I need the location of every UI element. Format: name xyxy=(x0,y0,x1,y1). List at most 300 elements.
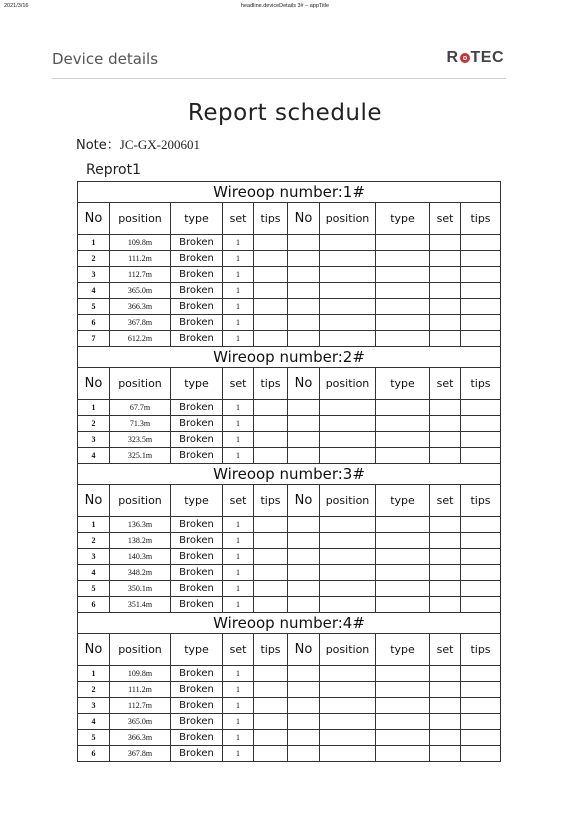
row-no: 2 xyxy=(78,533,110,549)
note-value: JC-GX-200601 xyxy=(119,137,200,152)
wireloop-number-label: Wireoop number:2# xyxy=(78,347,501,368)
row-set: 1 xyxy=(223,666,254,682)
row-position: 323.5m xyxy=(110,432,171,448)
table-row xyxy=(78,565,501,581)
empty-cell xyxy=(376,235,430,251)
empty-cell xyxy=(320,267,376,283)
row-set: 1 xyxy=(223,730,254,746)
empty-cell xyxy=(461,682,501,698)
empty-cell xyxy=(430,517,461,533)
column-header: set xyxy=(430,368,461,400)
column-header: No xyxy=(78,485,110,517)
row-no: 3 xyxy=(78,432,110,448)
row-set: 1 xyxy=(223,533,254,549)
empty-cell xyxy=(376,666,430,682)
row-no: 2 xyxy=(78,251,110,267)
row-set: 1 xyxy=(223,315,254,331)
table-row xyxy=(78,416,501,432)
row-no: 3 xyxy=(78,698,110,714)
row-position: 136.3m xyxy=(110,517,171,533)
empty-cell xyxy=(430,565,461,581)
column-header: position xyxy=(320,485,376,517)
row-tips xyxy=(254,549,288,565)
column-header: No xyxy=(288,368,320,400)
empty-cell xyxy=(376,400,430,416)
table-row xyxy=(78,746,501,762)
empty-cell xyxy=(376,730,430,746)
column-header: type xyxy=(376,634,430,666)
table-row xyxy=(78,331,501,347)
row-position: 109.8m xyxy=(110,666,171,682)
column-header: tips xyxy=(461,485,501,517)
row-set: 1 xyxy=(223,235,254,251)
row-position: 365.0m xyxy=(110,283,171,299)
row-no: 1 xyxy=(78,517,110,533)
column-header: No xyxy=(78,368,110,400)
empty-cell xyxy=(320,549,376,565)
row-set: 1 xyxy=(223,299,254,315)
empty-cell xyxy=(461,448,501,464)
empty-cell xyxy=(288,666,320,682)
row-set: 1 xyxy=(223,517,254,533)
row-position: 138.2m xyxy=(110,533,171,549)
row-tips xyxy=(254,746,288,762)
row-no: 1 xyxy=(78,400,110,416)
wireloop-group-header xyxy=(78,182,501,203)
empty-cell xyxy=(461,267,501,283)
report-name: Reprot1 xyxy=(86,162,142,178)
row-tips xyxy=(254,400,288,416)
empty-cell xyxy=(376,581,430,597)
empty-cell xyxy=(461,597,501,613)
row-type: Broken xyxy=(171,549,223,565)
row-type: Broken xyxy=(171,533,223,549)
empty-cell xyxy=(376,267,430,283)
empty-cell xyxy=(320,698,376,714)
table-row xyxy=(78,533,501,549)
empty-cell xyxy=(320,714,376,730)
column-header: position xyxy=(110,634,171,666)
empty-cell xyxy=(320,682,376,698)
empty-cell xyxy=(461,581,501,597)
empty-cell xyxy=(320,331,376,347)
report-note xyxy=(76,134,200,153)
row-type: Broken xyxy=(171,666,223,682)
row-tips xyxy=(254,331,288,347)
column-header-row xyxy=(78,485,501,517)
column-header: position xyxy=(110,485,171,517)
column-header: set xyxy=(223,368,254,400)
wireloop-group-header xyxy=(78,464,501,485)
row-tips xyxy=(254,267,288,283)
empty-cell xyxy=(461,714,501,730)
wireloop-number-label: Wireoop number:3# xyxy=(78,464,501,485)
table-row xyxy=(78,235,501,251)
wireloop-number-label: Wireoop number:1# xyxy=(78,182,501,203)
row-tips xyxy=(254,517,288,533)
empty-cell xyxy=(376,714,430,730)
column-header: tips xyxy=(461,368,501,400)
empty-cell xyxy=(320,299,376,315)
empty-cell xyxy=(430,549,461,565)
empty-cell xyxy=(376,331,430,347)
empty-cell xyxy=(288,565,320,581)
empty-cell xyxy=(376,549,430,565)
empty-cell xyxy=(430,315,461,331)
empty-cell xyxy=(288,746,320,762)
column-header: type xyxy=(171,634,223,666)
wireloop-group-header xyxy=(78,347,501,368)
empty-cell xyxy=(376,315,430,331)
empty-cell xyxy=(288,315,320,331)
table-row xyxy=(78,315,501,331)
table-row xyxy=(78,698,501,714)
empty-cell xyxy=(376,448,430,464)
empty-cell xyxy=(461,283,501,299)
empty-cell xyxy=(320,432,376,448)
app-bar xyxy=(52,46,506,79)
empty-cell xyxy=(430,533,461,549)
row-type: Broken xyxy=(171,267,223,283)
row-position: 367.8m xyxy=(110,746,171,762)
row-tips xyxy=(254,698,288,714)
empty-cell xyxy=(376,416,430,432)
empty-cell xyxy=(461,299,501,315)
column-header: tips xyxy=(461,634,501,666)
empty-cell xyxy=(376,746,430,762)
row-set: 1 xyxy=(223,597,254,613)
row-position: 112.7m xyxy=(110,267,171,283)
row-type: Broken xyxy=(171,400,223,416)
table-row xyxy=(78,448,501,464)
column-header: type xyxy=(171,203,223,235)
rotec-logo: R TEC xyxy=(446,49,504,66)
empty-cell xyxy=(288,251,320,267)
row-tips xyxy=(254,730,288,746)
logo-o-mark-icon xyxy=(460,53,470,63)
wireloop-group-header xyxy=(78,613,501,634)
row-no: 4 xyxy=(78,283,110,299)
empty-cell xyxy=(288,714,320,730)
empty-cell xyxy=(430,235,461,251)
row-no: 2 xyxy=(78,416,110,432)
print-date: 2021/3/16 xyxy=(4,3,29,9)
row-set: 1 xyxy=(223,698,254,714)
row-position: 325.1m xyxy=(110,448,171,464)
table-row xyxy=(78,730,501,746)
row-type: Broken xyxy=(171,416,223,432)
empty-cell xyxy=(288,581,320,597)
row-tips xyxy=(254,581,288,597)
row-type: Broken xyxy=(171,714,223,730)
empty-cell xyxy=(288,283,320,299)
row-tips xyxy=(254,432,288,448)
row-set: 1 xyxy=(223,746,254,762)
column-header: position xyxy=(320,203,376,235)
column-header: type xyxy=(171,485,223,517)
empty-cell xyxy=(288,597,320,613)
table-row xyxy=(78,400,501,416)
row-set: 1 xyxy=(223,331,254,347)
column-header: type xyxy=(171,368,223,400)
report-title: Report schedule xyxy=(187,100,383,126)
row-type: Broken xyxy=(171,331,223,347)
row-type: Broken xyxy=(171,235,223,251)
row-no: 4 xyxy=(78,714,110,730)
empty-cell xyxy=(430,331,461,347)
empty-cell xyxy=(288,432,320,448)
empty-cell xyxy=(376,682,430,698)
table-row xyxy=(78,299,501,315)
row-type: Broken xyxy=(171,432,223,448)
empty-cell xyxy=(430,746,461,762)
column-header: position xyxy=(110,368,171,400)
column-header: tips xyxy=(254,485,288,517)
row-no: 4 xyxy=(78,565,110,581)
row-type: Broken xyxy=(171,698,223,714)
row-type: Broken xyxy=(171,565,223,581)
column-header: type xyxy=(376,368,430,400)
row-tips xyxy=(254,714,288,730)
empty-cell xyxy=(430,299,461,315)
row-position: 612.2m xyxy=(110,331,171,347)
row-type: Broken xyxy=(171,448,223,464)
table-row xyxy=(78,666,501,682)
row-position: 112.7m xyxy=(110,698,171,714)
note-label: Note： xyxy=(76,138,120,153)
empty-cell xyxy=(461,746,501,762)
row-tips xyxy=(254,448,288,464)
empty-cell xyxy=(320,448,376,464)
column-header-row xyxy=(78,368,501,400)
column-header: type xyxy=(376,485,430,517)
column-header-row xyxy=(78,634,501,666)
column-header: tips xyxy=(254,634,288,666)
row-position: 67.7m xyxy=(110,400,171,416)
empty-cell xyxy=(376,432,430,448)
row-set: 1 xyxy=(223,432,254,448)
row-no: 6 xyxy=(78,746,110,762)
empty-cell xyxy=(288,331,320,347)
row-no: 4 xyxy=(78,448,110,464)
row-tips xyxy=(254,299,288,315)
row-position: 140.3m xyxy=(110,549,171,565)
empty-cell xyxy=(288,730,320,746)
row-position: 366.3m xyxy=(110,730,171,746)
empty-cell xyxy=(288,235,320,251)
column-header: set xyxy=(430,485,461,517)
column-header: No xyxy=(78,203,110,235)
empty-cell xyxy=(461,698,501,714)
row-position: 365.0m xyxy=(110,714,171,730)
empty-cell xyxy=(461,666,501,682)
row-no: 6 xyxy=(78,315,110,331)
row-type: Broken xyxy=(171,581,223,597)
column-header: No xyxy=(288,485,320,517)
table-row xyxy=(78,597,501,613)
row-tips xyxy=(254,533,288,549)
empty-cell xyxy=(376,299,430,315)
row-tips xyxy=(254,235,288,251)
empty-cell xyxy=(461,517,501,533)
empty-cell xyxy=(430,432,461,448)
empty-cell xyxy=(430,597,461,613)
table-row xyxy=(78,251,501,267)
row-set: 1 xyxy=(223,416,254,432)
row-type: Broken xyxy=(171,283,223,299)
table-row xyxy=(78,549,501,565)
column-header: No xyxy=(78,634,110,666)
column-header: position xyxy=(110,203,171,235)
row-no: 3 xyxy=(78,549,110,565)
wireloop-number-label: Wireoop number:4# xyxy=(78,613,501,634)
column-header: set xyxy=(223,485,254,517)
print-header xyxy=(0,3,570,13)
row-type: Broken xyxy=(171,597,223,613)
empty-cell xyxy=(320,746,376,762)
row-no: 7 xyxy=(78,331,110,347)
column-header: position xyxy=(320,634,376,666)
row-type: Broken xyxy=(171,746,223,762)
table-row xyxy=(78,682,501,698)
column-header: set xyxy=(430,203,461,235)
row-set: 1 xyxy=(223,682,254,698)
empty-cell xyxy=(320,251,376,267)
row-set: 1 xyxy=(223,400,254,416)
table-row xyxy=(78,581,501,597)
column-header: set xyxy=(223,634,254,666)
row-position: 351.4m xyxy=(110,597,171,613)
column-header: tips xyxy=(254,203,288,235)
empty-cell xyxy=(320,533,376,549)
row-type: Broken xyxy=(171,299,223,315)
column-header: set xyxy=(430,634,461,666)
row-position: 348.2m xyxy=(110,565,171,581)
empty-cell xyxy=(376,698,430,714)
empty-cell xyxy=(430,448,461,464)
row-set: 1 xyxy=(223,549,254,565)
table-row xyxy=(78,283,501,299)
empty-cell xyxy=(288,533,320,549)
row-no: 5 xyxy=(78,730,110,746)
row-set: 1 xyxy=(223,714,254,730)
empty-cell xyxy=(461,565,501,581)
empty-cell xyxy=(430,682,461,698)
empty-cell xyxy=(376,533,430,549)
column-header: No xyxy=(288,634,320,666)
row-tips xyxy=(254,666,288,682)
empty-cell xyxy=(461,730,501,746)
empty-cell xyxy=(288,698,320,714)
row-tips xyxy=(254,416,288,432)
row-no: 5 xyxy=(78,299,110,315)
empty-cell xyxy=(461,235,501,251)
row-set: 1 xyxy=(223,448,254,464)
row-position: 111.2m xyxy=(110,682,171,698)
empty-cell xyxy=(376,251,430,267)
empty-cell xyxy=(320,517,376,533)
row-no: 1 xyxy=(78,235,110,251)
row-tips xyxy=(254,565,288,581)
table-row xyxy=(78,432,501,448)
row-type: Broken xyxy=(171,517,223,533)
empty-cell xyxy=(288,517,320,533)
empty-cell xyxy=(320,581,376,597)
empty-cell xyxy=(461,331,501,347)
row-no: 3 xyxy=(78,267,110,283)
empty-cell xyxy=(461,416,501,432)
empty-cell xyxy=(461,251,501,267)
empty-cell xyxy=(320,597,376,613)
row-set: 1 xyxy=(223,267,254,283)
empty-cell xyxy=(376,517,430,533)
empty-cell xyxy=(320,315,376,331)
empty-cell xyxy=(430,416,461,432)
empty-cell xyxy=(288,299,320,315)
row-position: 367.8m xyxy=(110,315,171,331)
empty-cell xyxy=(461,549,501,565)
empty-cell xyxy=(461,400,501,416)
column-header: tips xyxy=(254,368,288,400)
page-title: Device details xyxy=(52,50,159,68)
row-tips xyxy=(254,682,288,698)
row-tips xyxy=(254,251,288,267)
empty-cell xyxy=(430,400,461,416)
row-tips xyxy=(254,315,288,331)
print-page-title: headline.deviceDetails 3# – appTitle xyxy=(240,3,330,9)
empty-cell xyxy=(320,283,376,299)
row-type: Broken xyxy=(171,730,223,746)
column-header: No xyxy=(288,203,320,235)
row-set: 1 xyxy=(223,283,254,299)
empty-cell xyxy=(461,432,501,448)
row-tips xyxy=(254,283,288,299)
row-no: 6 xyxy=(78,597,110,613)
table-row xyxy=(78,714,501,730)
row-set: 1 xyxy=(223,251,254,267)
empty-cell xyxy=(376,597,430,613)
table-row xyxy=(78,517,501,533)
row-set: 1 xyxy=(223,581,254,597)
empty-cell xyxy=(320,666,376,682)
row-no: 2 xyxy=(78,682,110,698)
row-type: Broken xyxy=(171,251,223,267)
empty-cell xyxy=(320,400,376,416)
row-position: 71.3m xyxy=(110,416,171,432)
empty-cell xyxy=(430,267,461,283)
column-header: type xyxy=(376,203,430,235)
table-row xyxy=(78,267,501,283)
empty-cell xyxy=(288,400,320,416)
empty-cell xyxy=(288,416,320,432)
empty-cell xyxy=(288,448,320,464)
empty-cell xyxy=(320,416,376,432)
empty-cell xyxy=(461,315,501,331)
row-no: 5 xyxy=(78,581,110,597)
column-header: set xyxy=(223,203,254,235)
empty-cell xyxy=(430,581,461,597)
empty-cell xyxy=(430,251,461,267)
empty-cell xyxy=(461,533,501,549)
empty-cell xyxy=(376,565,430,581)
empty-cell xyxy=(430,714,461,730)
row-no: 1 xyxy=(78,666,110,682)
empty-cell xyxy=(320,565,376,581)
empty-cell xyxy=(430,730,461,746)
row-position: 350.1m xyxy=(110,581,171,597)
column-header: position xyxy=(320,368,376,400)
empty-cell xyxy=(320,235,376,251)
